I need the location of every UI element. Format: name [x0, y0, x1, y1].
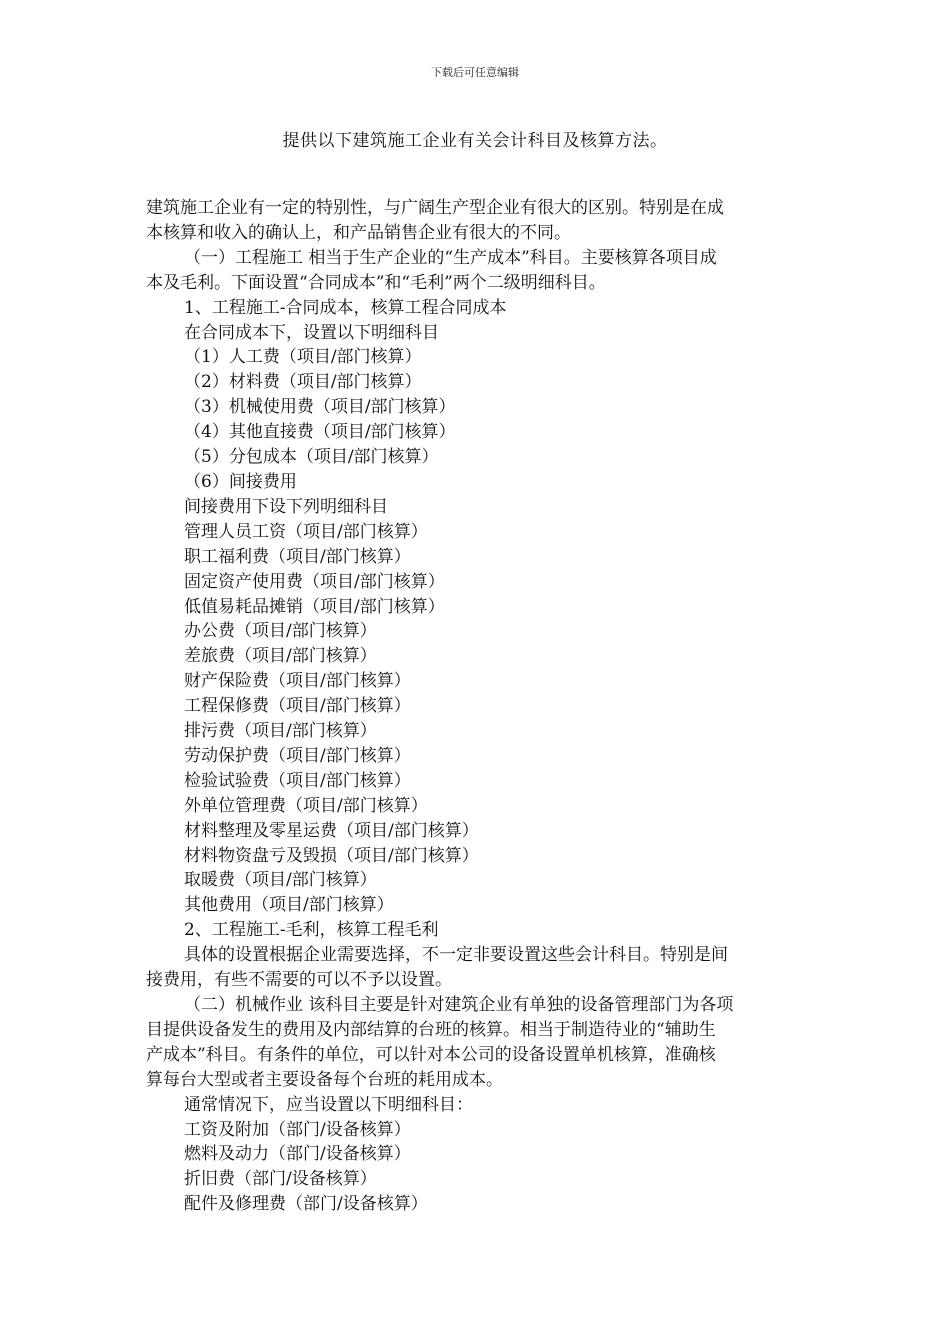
body-line: （3）机械使用费（项目/部门核算） — [184, 397, 456, 418]
body-line: 1、工程施工-合同成本，核算工程合同成本 — [184, 297, 507, 318]
body-line: 接费用，有些不需要的可以不予以设置。 — [146, 970, 452, 991]
body-line: 工程保修费（项目/部门核算） — [184, 696, 411, 717]
body-line: （1）人工费（项目/部门核算） — [184, 347, 422, 368]
body-line: 取暖费（项目/部门核算） — [184, 870, 377, 891]
body-line: 职工福利费（项目/部门核算） — [184, 546, 411, 567]
document-body — [146, 196, 808, 1217]
body-line: 工资及附加（部门/设备核算） — [184, 1119, 411, 1140]
body-line: 低值易耗品摊销（项目/部门核算） — [184, 596, 445, 617]
body-line: 检验试验费（项目/部门核算） — [184, 770, 411, 791]
body-line: 配件及修理费（部门/设备核算） — [184, 1194, 428, 1215]
document-title: 提供以下建筑施工企业有关会计科目及核算方法。 — [282, 131, 668, 151]
page-header: 下载后可任意编辑 — [431, 66, 519, 79]
body-line: 固定资产使用费（项目/部门核算） — [184, 571, 445, 592]
body-line: 管理人员工资（项目/部门核算） — [184, 521, 428, 542]
body-line: 通常情况下，应当设置以下明细科目： — [184, 1094, 473, 1115]
body-line: 折旧费（部门/设备核算） — [184, 1169, 377, 1190]
body-line: 材料物资盘亏及毁损（项目/部门核算） — [184, 845, 479, 866]
body-line: 燃料及动力（部门/设备核算） — [184, 1144, 411, 1165]
body-line: （2）材料费（项目/部门核算） — [184, 372, 422, 393]
body-line: 差旅费（项目/部门核算） — [184, 646, 377, 667]
body-line: 目提供设备发生的费用及内部结算的台班的核算。相当于制造待业的“辅助生 — [146, 1019, 716, 1040]
body-line: 办公费（项目/部门核算） — [184, 621, 377, 642]
body-line: 材料整理及零星运费（项目/部门核算） — [184, 820, 479, 841]
body-line: 间接费用下设下列明细科目 — [184, 496, 388, 517]
body-line: （一）工程施工 相当于生产企业的“生产成本”科目。主要核算各项目成 — [184, 247, 717, 268]
body-line: 在合同成本下，设置以下明细科目 — [184, 322, 439, 343]
body-line: 本核算和收入的确认上，和产品销售企业有很大的不同。 — [146, 222, 571, 243]
body-line: （5）分包成本（项目/部门核算） — [184, 447, 439, 468]
body-line: 本及毛利。下面设置“合同成本”和“毛利”两个二级明细科目。 — [146, 272, 606, 293]
body-line: 算每台大型或者主要设备每个台班的耗用成本。 — [146, 1069, 503, 1090]
body-line: （6）间接费用 — [184, 471, 297, 492]
body-line: 外单位管理费（项目/部门核算） — [184, 795, 428, 816]
body-line: （4）其他直接费（项目/部门核算） — [184, 422, 456, 443]
body-line: 产成本”科目。有条件的单位，可以针对本公司的设备设置单机核算，准确核 — [146, 1044, 716, 1065]
body-line: 财产保险费（项目/部门核算） — [184, 671, 411, 692]
body-line: 建筑施工企业有一定的特别性，与广阔生产型企业有很大的区别。特别是在成 — [146, 198, 724, 218]
body-line: 劳动保护费（项目/部门核算） — [184, 745, 411, 766]
body-line: （二）机械作业 该科目主要是针对建筑企业有单独的设备管理部门为各项 — [184, 995, 734, 1015]
body-line: 其他费用（项目/部门核算） — [184, 895, 394, 916]
body-line: 排污费（项目/部门核算） — [184, 721, 377, 742]
body-line: 具体的设置根据企业需要选择，不一定非要设置这些会计科目。特别是间 — [184, 945, 728, 966]
body-line: 2、工程施工-毛利，核算工程毛利 — [184, 920, 439, 941]
